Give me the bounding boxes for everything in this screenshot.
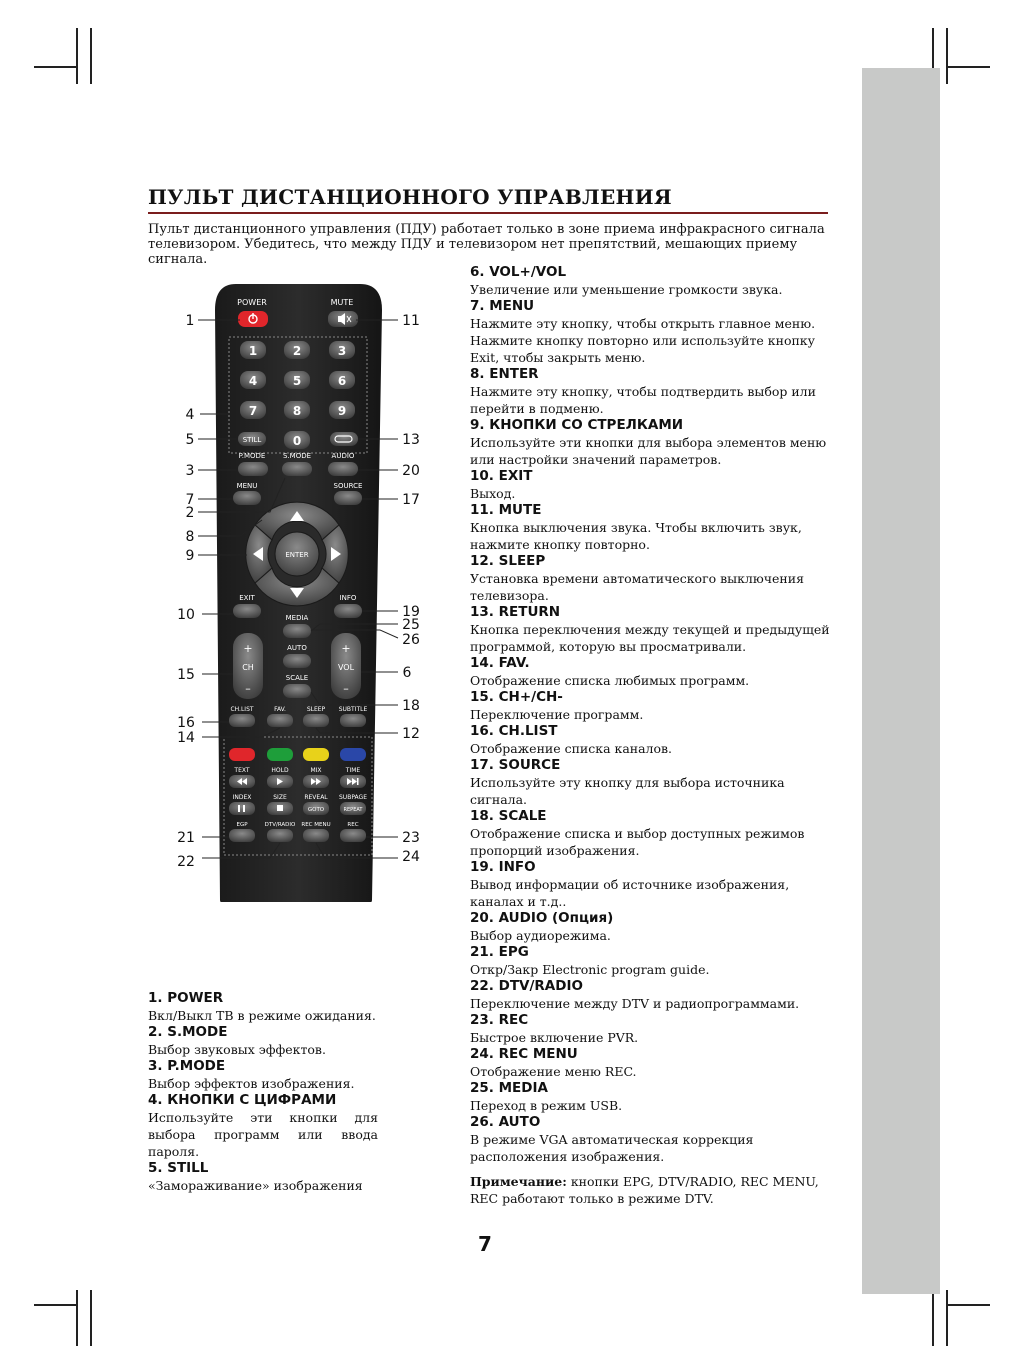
callout-number: 15: [177, 667, 195, 683]
smode-label: S.MODE: [282, 452, 312, 460]
item-description: Кнопка выключения звука. Чтобы включить звук, нажмите кнопку повторно.: [470, 520, 802, 552]
digit-label: 7: [248, 404, 258, 418]
callout-layer: [170, 300, 440, 870]
exit-label: EXIT: [239, 594, 255, 602]
callout-number: 5: [185, 432, 195, 448]
item-heading: 6. VOL+/VOL: [470, 264, 567, 280]
item-enter: [470, 366, 832, 417]
left-column: [148, 990, 378, 1194]
item-heading: 21. EPG: [470, 944, 529, 960]
info-label: INFO: [339, 594, 357, 602]
item-auto: [470, 1114, 832, 1165]
item-heading: 2. S.MODE: [148, 1024, 228, 1040]
callout-number: 14: [177, 730, 195, 746]
title-rule: [148, 212, 828, 214]
callout-number: 3: [185, 463, 195, 479]
callout-number: 25: [402, 617, 420, 633]
callout-number: 11: [402, 313, 420, 329]
chlist-label: CH.LIST: [230, 706, 254, 713]
crop-mark: [932, 1290, 934, 1346]
media-label: MEDIA: [285, 614, 309, 622]
item-description: Переключение между DTV и радиопрограммами.: [470, 996, 800, 1011]
item-heading: 13. RETURN: [470, 604, 561, 620]
item-heading: 3. P.MODE: [148, 1058, 226, 1074]
item-heading: 12. SLEEP: [470, 553, 546, 569]
item-heading: 26. AUTO: [470, 1114, 541, 1130]
subtitle-label: SUBTITLE: [338, 706, 368, 713]
item-heading: 22. DTV/RADIO: [470, 978, 583, 994]
item-description: Переход в режим USB.: [470, 1098, 623, 1113]
item-scale: [470, 808, 832, 859]
item-heading: 9. КНОПКИ СО СТРЕЛКАМИ: [470, 417, 684, 433]
menu-label: MENU: [236, 482, 258, 490]
crop-mark: [76, 28, 78, 84]
vol-plus-label: +: [341, 642, 351, 655]
callout-number: 10: [177, 607, 195, 623]
item-description: Выбор звуковых эффектов.: [148, 1042, 326, 1057]
callout-number: 4: [185, 407, 195, 423]
subpage-label: SUBPAGE: [339, 794, 367, 801]
item-vol: [470, 264, 832, 298]
item-heading: 15. CH+/CH-: [470, 689, 563, 705]
item-description: Вывод информации об источнике изображения, каналах и т.д..: [470, 877, 790, 909]
digit-label: 0: [292, 434, 302, 448]
item-description: Кнопка переключения между текущей и предыдущей программой, которую вы просматривали.: [470, 622, 830, 654]
item-info: [470, 859, 832, 910]
item-heading: 23. REC: [470, 1012, 529, 1028]
crop-mark: [34, 66, 76, 68]
crop-mark: [76, 1290, 78, 1346]
item-description: Отображение списка каналов.: [470, 741, 673, 756]
item-heading: 24. REC MENU: [470, 1046, 578, 1062]
page-edge-tab: [862, 68, 940, 1294]
item-heading: 19. INFO: [470, 859, 536, 875]
enter-label: ENTER: [285, 551, 309, 559]
callout-number: 1: [185, 313, 195, 329]
item-audio: [470, 910, 832, 944]
still-label: STILL: [242, 436, 262, 444]
item-power: [148, 990, 378, 1024]
power-label: POWER: [237, 298, 267, 307]
item-description: Нажмите эту кнопку, чтобы подтвердить выбор или перейти в подменю.: [470, 384, 816, 416]
digit-label: 5: [292, 374, 302, 388]
item-description: Установка времени автоматического выключения телевизора.: [470, 571, 804, 603]
recmenu-label: REC MENU: [301, 822, 331, 828]
digit-label: 3: [337, 344, 347, 358]
item-dtvradio: [470, 978, 832, 1012]
pmode-label: P.MODE: [238, 452, 266, 460]
sleep-label: SLEEP: [306, 706, 326, 713]
reveal-label: REVEAL: [304, 794, 328, 801]
callout-number: 8: [185, 529, 195, 545]
item-menu: [470, 298, 832, 366]
item-heading: 4. КНОПКИ С ЦИФРАМИ: [148, 1092, 337, 1108]
item-pmode: [148, 1058, 378, 1092]
item-description: «Замораживание» изображения: [148, 1178, 363, 1193]
item-return: [470, 604, 832, 655]
callout-number: 9: [185, 548, 195, 564]
item-description: Отображение списка и выбор доступных режимов пропорций изображения.: [470, 826, 805, 858]
source-label: SOURCE: [333, 482, 363, 490]
item-description: Выбор эффектов изображения.: [148, 1076, 355, 1091]
page-title: ПУЛЬТ ДИСТАНЦИОННОГО УПРАВЛЕНИЯ: [148, 185, 672, 209]
callout-number: 26: [402, 632, 420, 648]
crop-mark: [948, 66, 990, 68]
note-heading: Примечание:: [470, 1174, 567, 1189]
item-mute: [470, 502, 832, 553]
item-description: Отображение списка любимых программ.: [470, 673, 750, 688]
item-description: Отображение меню REC.: [470, 1064, 637, 1079]
callout-number: 23: [402, 830, 420, 846]
item-heading: 20. AUDIO (Опция): [470, 910, 614, 926]
item-heading: 11. MUTE: [470, 502, 542, 518]
item-heading: 7. MENU: [470, 298, 535, 314]
item-heading: 16. CH.LIST: [470, 723, 558, 739]
item-description: Выход.: [470, 486, 516, 501]
repeat-inner-label: REPEAT: [343, 807, 363, 813]
item-ch: [470, 689, 832, 723]
intro-paragraph: Пульт дистанционного управления (ПДУ) работает только в зоне приема инфракрасного сигнала телевизором. Убедитесь, что между ПДУ и телевизором нет препятствий, мешающих приему сигнала.: [148, 222, 825, 267]
item-heading: 14. FAV.: [470, 655, 530, 671]
item-heading: 10. EXIT: [470, 468, 533, 484]
item-heading: 1. POWER: [148, 990, 224, 1006]
item-chlist: [470, 723, 832, 757]
item-arrows: [470, 417, 832, 468]
rec-label: REC: [347, 822, 359, 828]
callout-number: 17: [402, 492, 420, 508]
note: [470, 1173, 832, 1207]
audio-label: AUDIO: [331, 452, 355, 460]
item-description: Используйте эту кнопку для выбора источника сигнала.: [470, 775, 785, 807]
item-description: Быстрое включение PVR.: [470, 1030, 639, 1045]
callout-number: 6: [402, 665, 412, 681]
goto-inner-label: GOTO: [307, 807, 325, 813]
item-description: Переключение программ.: [470, 707, 644, 722]
epg-label: EGP: [236, 822, 248, 828]
item-rec: [470, 1012, 832, 1046]
callout-number: 22: [177, 854, 195, 870]
item-heading: 25. MEDIA: [470, 1080, 548, 1096]
crop-mark: [90, 1290, 92, 1346]
item-description: Используйте эти кнопки для выбора программ или ввода пароля.: [148, 1110, 378, 1159]
callout-number: 2: [185, 505, 195, 521]
scale-label: SCALE: [285, 674, 309, 682]
item-smode: [148, 1024, 378, 1058]
right-column: [470, 264, 832, 1207]
digit-label: 4: [248, 374, 258, 388]
callout-number: 24: [402, 849, 420, 865]
note-text: кнопки EPG, DTV/RADIO, REC MENU, REC работают только в режиме DTV.: [470, 1174, 819, 1206]
fav-label: FAV.: [274, 706, 286, 713]
auto-label: AUTO: [287, 644, 307, 652]
ch-plus-label: +: [243, 642, 253, 655]
crop-mark: [34, 1304, 76, 1306]
digit-label: 9: [337, 404, 347, 418]
item-exit: [470, 468, 832, 502]
item-still: [148, 1160, 378, 1194]
callout-number: 21: [177, 830, 195, 846]
item-sleep: [470, 553, 832, 604]
item-recmenu: [470, 1046, 832, 1080]
item-heading: 8. ENTER: [470, 366, 539, 382]
item-fav: [470, 655, 832, 689]
dtvradio-label: DTV/RADIO: [264, 822, 296, 828]
digit-label: 6: [337, 374, 347, 388]
item-description: Выбор аудиорежима.: [470, 928, 611, 943]
index-label: INDEX: [232, 794, 252, 801]
callout-number: 19: [402, 604, 420, 620]
digit-label: 2: [292, 344, 302, 358]
callout-number: 13: [402, 432, 420, 448]
item-digits: [148, 1092, 378, 1160]
vol-label: VOL: [337, 663, 355, 672]
callout-number: 7: [185, 492, 195, 508]
callout-number: 16: [177, 715, 195, 731]
item-description: Используйте эти кнопки для выбора элементов меню или настройки значений параметров.: [470, 435, 827, 467]
crop-mark: [90, 28, 92, 84]
ch-label: CH: [242, 663, 254, 672]
item-heading: 17. SOURCE: [470, 757, 561, 773]
crop-mark: [946, 28, 948, 84]
callout-number: 18: [402, 698, 420, 714]
digit-label: 1: [248, 344, 258, 358]
item-description: Вкл/Выкл ТВ в режиме ожидания.: [148, 1008, 376, 1023]
mute-label: MUTE: [330, 298, 354, 307]
item-description: Нажмите эту кнопку, чтобы открыть главное меню. Нажмите кнопку повторно или используйте кнопку Exit, чтобы закрыть меню.: [470, 316, 816, 365]
digit-label: 8: [292, 404, 302, 418]
time-label: TIME: [345, 767, 361, 774]
crop-mark: [948, 1304, 990, 1306]
crop-mark: [946, 1290, 948, 1346]
mix-label: MIX: [310, 767, 322, 774]
item-description: Увеличение или уменьшение громкости звука.: [470, 282, 783, 297]
vol-minus-label: –: [343, 682, 349, 695]
item-description: Откр/Закр Electronic program guide.: [470, 962, 710, 977]
item-source: [470, 757, 832, 808]
callout-number: 12: [402, 726, 420, 742]
callout-number: 20: [402, 463, 420, 479]
size-label: SIZE: [273, 794, 287, 801]
item-heading: 5. STILL: [148, 1160, 209, 1176]
ch-minus-label: –: [245, 682, 251, 695]
item-description: В режиме VGA автоматическая коррекция расположения изображения.: [470, 1132, 754, 1164]
item-media: [470, 1080, 832, 1114]
page-number: 7: [478, 1232, 492, 1256]
hold-label: HOLD: [271, 767, 289, 774]
text-label: TEXT: [234, 767, 250, 774]
item-epg: [470, 944, 832, 978]
item-heading: 18. SCALE: [470, 808, 547, 824]
